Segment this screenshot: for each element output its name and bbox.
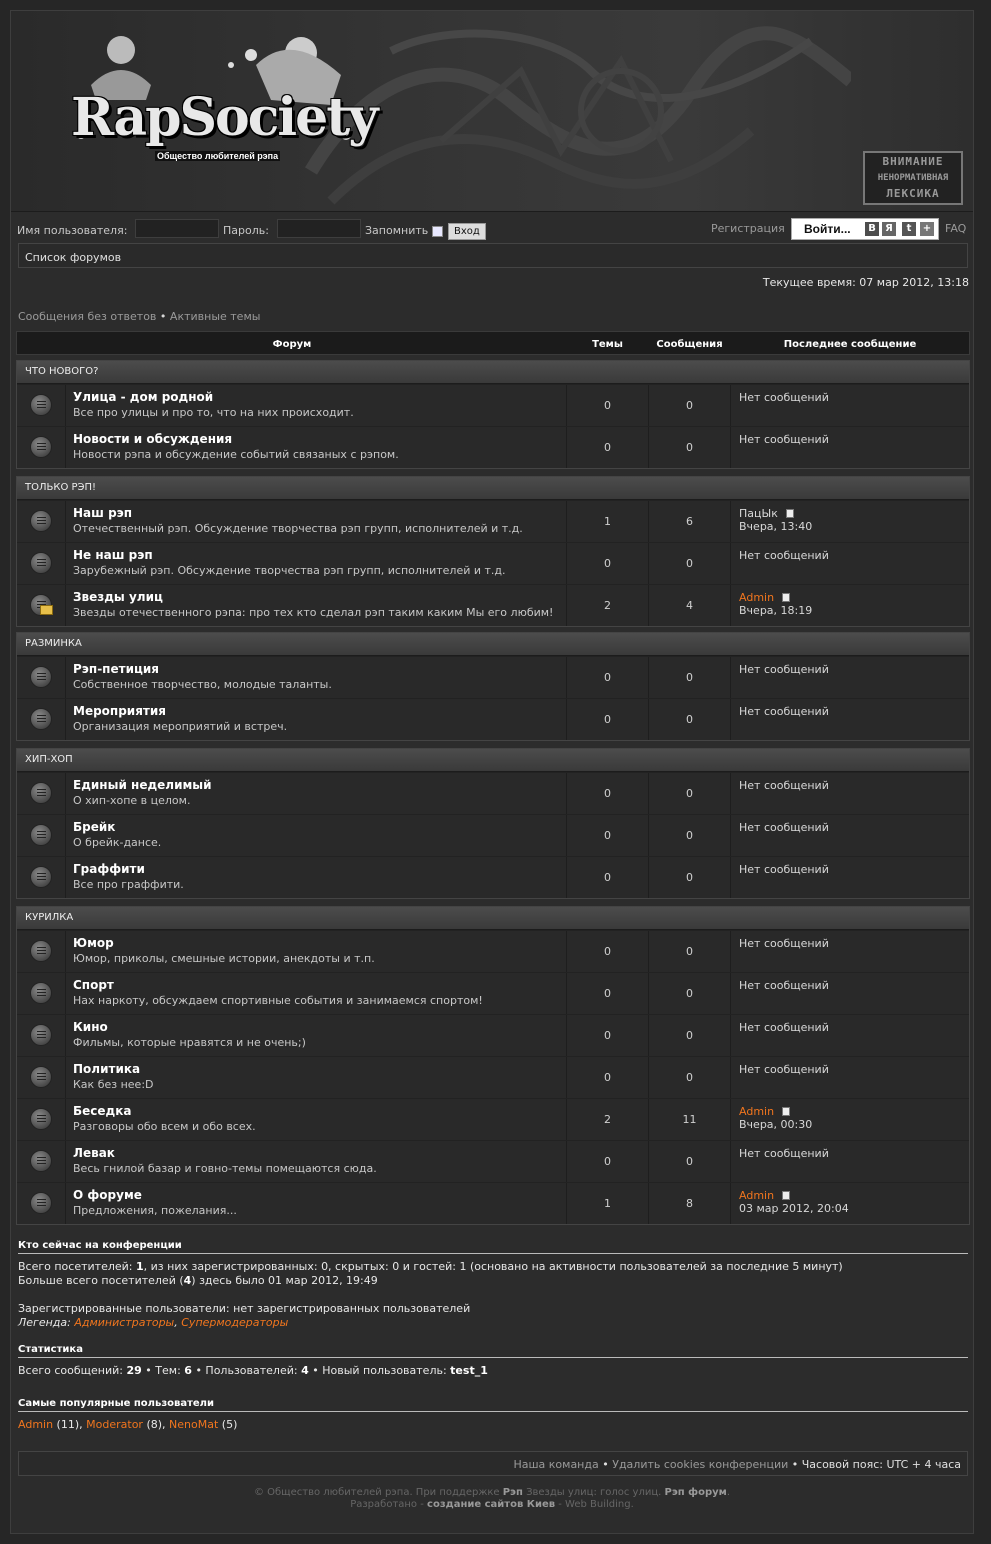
credits-rap-link[interactable]: Рэп: [502, 1487, 523, 1498]
forum-posts-count: 0: [649, 543, 731, 584]
forum-category: [16, 906, 970, 1225]
forum-icon-cell: [17, 543, 66, 584]
forum-title-link[interactable]: Кино: [73, 1020, 108, 1034]
forum-read-icon: [30, 666, 52, 688]
stats-title: Статистика: [18, 1344, 968, 1358]
forum-title-link[interactable]: Рэп-петиция: [73, 662, 159, 676]
last-post-author: Нет сообщений: [739, 663, 829, 676]
forum-posts-count: 8: [649, 1183, 731, 1224]
forum-icon-cell: [17, 385, 66, 426]
header-last-post: Последнее сообщение: [783, 339, 917, 350]
last-post-author: Нет сообщений: [739, 705, 829, 718]
forum-name-cell: [66, 773, 567, 814]
forum-read-icon: [30, 1024, 52, 1046]
forum-posts-count: 11: [649, 1099, 731, 1140]
forum-row: [17, 930, 969, 972]
forum-name-cell: [66, 857, 567, 898]
forum-topics-count: 1: [567, 1183, 649, 1224]
forum-row: [17, 584, 969, 626]
forum-name-cell: [66, 1141, 567, 1182]
online-registered: Зарегистрированные пользователи: нет зарегистрированных пользователей: [18, 1302, 471, 1315]
forum-last-post: [731, 699, 967, 740]
forum-title-link[interactable]: Брейк: [73, 820, 116, 834]
newest-user-link[interactable]: test_1: [450, 1364, 488, 1377]
forum-description: Организация мероприятий и встреч.: [73, 720, 288, 733]
forum-last-post: [731, 1099, 967, 1140]
last-post-author: Нет сообщений: [739, 433, 829, 446]
forum-icon-cell: [17, 699, 66, 740]
forum-read-icon: [30, 940, 52, 962]
forum-description: Все про граффити.: [73, 878, 184, 891]
forum-read-icon: [30, 394, 52, 416]
forum-category: [16, 748, 970, 899]
forum-category: [16, 476, 970, 627]
forum-topics-count: 1: [567, 501, 649, 542]
popular-users-list: Admin (11), Moderator (8), NenoMat (5): [18, 1418, 238, 1431]
forum-read-icon: [30, 594, 52, 616]
forum-name-cell: [66, 1015, 567, 1056]
forum-last-post: [731, 1141, 967, 1182]
forum-topics-count: 0: [567, 385, 649, 426]
password-label: Пароль:: [223, 224, 269, 237]
forum-name-cell: [66, 385, 567, 426]
online-legend: Легенда: Администраторы, Супермодераторы: [18, 1316, 289, 1329]
last-post-author[interactable]: ПацЫк: [739, 507, 778, 520]
forum-row: [17, 542, 969, 584]
forum-name-cell: [66, 1099, 567, 1140]
forum-row: [17, 1098, 969, 1140]
forum-topics-count: 0: [567, 1057, 649, 1098]
forum-title-link[interactable]: Новости и обсуждения: [73, 432, 233, 446]
remember-checkbox[interactable]: [432, 226, 443, 237]
active-topics-link[interactable]: Активные темы: [169, 310, 261, 323]
delete-cookies-link[interactable]: Удалить cookies конференции: [612, 1458, 789, 1471]
forum-topics-count: 0: [567, 973, 649, 1014]
forum-topics-count: 0: [567, 543, 649, 584]
forum-read-icon: [30, 436, 52, 458]
forum-title-link[interactable]: О форуме: [73, 1188, 142, 1202]
category-title[interactable]: КУРИЛКА: [17, 907, 969, 930]
forum-row: [17, 814, 969, 856]
footer-bar: Наша команда • Удалить cookies конференции • Часовой пояс: UTC + 4 часа: [18, 1451, 968, 1476]
username-input[interactable]: [135, 219, 219, 238]
forum-row: [17, 1140, 969, 1182]
forum-icon-cell: [17, 1057, 66, 1098]
forum-title-link[interactable]: Улица - дом родной: [73, 390, 214, 404]
last-post-time: 03 мар 2012, 20:04: [739, 1202, 849, 1215]
forum-description: Новости рэпа и обсуждение событий связаных с рэпом.: [73, 448, 399, 461]
site-logo[interactable]: [51, 25, 377, 175]
forum-description: Собственное творчество, молодые таланты.: [73, 678, 332, 691]
forum-description: Нах наркоту, обсуждаем спортивные события и занимаемся спортом!: [73, 994, 483, 1007]
popular-users-title: Самые популярные пользователи: [18, 1398, 968, 1412]
forum-description: Весь гнилой базар и говно-темы помещаются сюда.: [73, 1162, 377, 1175]
forum-posts-count: 4: [649, 585, 731, 626]
password-input[interactable]: [277, 219, 361, 238]
logo-text: RapSociety: [71, 87, 377, 148]
last-post-author[interactable]: Admin: [739, 1189, 775, 1202]
forum-topics-count: 0: [567, 427, 649, 468]
forum-read-icon: [30, 708, 52, 730]
forum-name-cell: [66, 815, 567, 856]
forum-read-icon: [30, 510, 52, 532]
forum-last-post: [731, 1183, 967, 1224]
warning-line: ЛЕКСИКА: [886, 187, 940, 200]
plus-icon[interactable]: +: [920, 222, 934, 236]
login-bar: [11, 215, 973, 241]
forum-icon-cell: [17, 931, 66, 972]
last-post-time: Вчера, 00:30: [739, 1118, 813, 1131]
forum-row: [17, 656, 969, 698]
forum-icon-cell: [17, 857, 66, 898]
forum-icon-cell: [17, 773, 66, 814]
forum-name-cell: [66, 427, 567, 468]
forum-topics-count: 0: [567, 857, 649, 898]
last-post-author[interactable]: Admin: [739, 1105, 775, 1118]
online-total: Всего посетителей: 1, из них зарегистрированных: 0, скрытых: 0 и гостей: 1 (основано на активности пользователей за последние 5 минут): [18, 1260, 843, 1273]
forum-posts-count: 6: [649, 501, 731, 542]
forum-row: [17, 1014, 969, 1056]
forum-title-link[interactable]: Единый неделимый: [73, 778, 212, 792]
forum-posts-count: 0: [649, 931, 731, 972]
credits-line-2: Разработано - создание сайтов Киев - Web Building.: [350, 1499, 634, 1510]
forum-title-link[interactable]: Беседка: [73, 1104, 132, 1118]
forum-posts-count: 0: [649, 973, 731, 1014]
forum-category: [16, 360, 970, 469]
forum-description: Разговоры обо всем и обо всех.: [73, 1120, 256, 1133]
goto-last-post-icon[interactable]: [782, 593, 790, 602]
forum-name-cell: [66, 1057, 567, 1098]
forum-icon-cell: [17, 815, 66, 856]
forum-row: [17, 856, 969, 898]
last-post-author: Нет сообщений: [739, 1147, 829, 1160]
vk-icon[interactable]: В: [865, 222, 879, 236]
forum-topics-count: 0: [567, 815, 649, 856]
forum-topics-count: 2: [567, 585, 649, 626]
warning-line: ВНИМАНИЕ: [882, 155, 944, 168]
forum-last-post: [731, 815, 967, 856]
forum-icon-cell: [17, 1183, 66, 1224]
forum-name-cell: [66, 699, 567, 740]
forum-icon-cell: [17, 1015, 66, 1056]
stats-line: Всего сообщений: 29 • Тем: 6 • Пользователей: 4 • Новый пользователь: test_1: [18, 1364, 488, 1377]
twitter-icon[interactable]: t: [902, 222, 916, 236]
header-topics: Темы: [592, 339, 623, 350]
forum-row: [17, 972, 969, 1014]
forum-last-post: [731, 585, 967, 626]
login-button[interactable]: Вход: [448, 223, 486, 240]
forum-read-icon: [30, 782, 52, 804]
forum-posts-count: 0: [649, 657, 731, 698]
popular-user-link[interactable]: NenoMat: [169, 1418, 219, 1431]
forum-posts-count: 0: [649, 699, 731, 740]
forum-read-icon: [30, 866, 52, 888]
page-frame: [10, 10, 974, 1534]
forum-topics-count: 0: [567, 773, 649, 814]
forum-title-link[interactable]: Не наш рэп: [73, 548, 153, 562]
credits-line-1: © Общество любителей рэпа. При поддержке Рэп Звезды улиц: голос улиц. Рэп форум.: [253, 1487, 731, 1498]
forum-description: Звезды отечественного рэпа: про тех кто сделал рэп таким каким Мы его любим!: [73, 606, 554, 619]
faq-link[interactable]: FAQ: [945, 222, 967, 235]
header-forum: Форум: [272, 339, 312, 350]
forum-title-link[interactable]: Политика: [73, 1062, 141, 1076]
forum-row: [17, 384, 969, 426]
category-title[interactable]: ХИП-ХОП: [17, 749, 969, 772]
popular-user-link[interactable]: Admin: [18, 1418, 54, 1431]
last-post-author: Нет сообщений: [739, 863, 829, 876]
social-login-widget[interactable]: [791, 218, 939, 240]
forum-last-post: [731, 657, 967, 698]
unanswered-posts-link[interactable]: Сообщения без ответов: [18, 310, 157, 323]
forum-posts-count: 0: [649, 385, 731, 426]
forum-description: О хип-хопе в целом.: [73, 794, 191, 807]
forum-name-cell: [66, 973, 567, 1014]
forum-name-cell: [66, 657, 567, 698]
forum-icon-cell: [17, 657, 66, 698]
warning-line: НЕНОРМАТИВНАЯ: [877, 173, 949, 183]
popular-user-link[interactable]: Moderator: [86, 1418, 143, 1431]
forum-topics-count: 0: [567, 1015, 649, 1056]
last-post-author: Нет сообщений: [739, 1021, 829, 1034]
last-post-time: Вчера, 13:40: [739, 520, 813, 533]
forum-topics-count: 0: [567, 699, 649, 740]
forum-title-link[interactable]: Наш рэп: [73, 506, 133, 520]
last-post-author: Нет сообщений: [739, 979, 829, 992]
goto-last-post-icon[interactable]: [782, 1107, 790, 1116]
forum-icon-cell: [17, 1099, 66, 1140]
forum-description: Отечественный рэп. Обсуждение творчества рэп групп, исполнителей и т.д.: [73, 522, 523, 535]
breadcrumb-forum-index[interactable]: Список форумов: [25, 251, 122, 264]
timezone-text: Часовой пояс: UTC + 4 часа: [801, 1458, 961, 1471]
forum-posts-count: 0: [649, 815, 731, 856]
profanity-warning-badge: [863, 151, 963, 205]
forum-posts-count: 0: [649, 773, 731, 814]
forum-last-post: [731, 543, 967, 584]
forum-name-cell: [66, 931, 567, 972]
forum-read-icon: [30, 824, 52, 846]
last-post-time: Вчера, 18:19: [739, 604, 813, 617]
forum-title-link[interactable]: Мероприятия: [73, 704, 166, 718]
separator: •: [159, 310, 167, 323]
forum-description: Зарубежный рэп. Обсуждение творчества рэп групп, исполнителей и т.д.: [73, 564, 506, 577]
forum-last-post: [731, 501, 967, 542]
forum-last-post: [731, 773, 967, 814]
forum-posts-count: 0: [649, 1057, 731, 1098]
forum-posts-count: 0: [649, 427, 731, 468]
last-post-author: Нет сообщений: [739, 779, 829, 792]
forum-title-link[interactable]: Юмор: [73, 936, 114, 950]
forum-description: Все про улицы и про то, что на них происходит.: [73, 406, 354, 419]
forum-last-post: [731, 857, 967, 898]
forum-row: [17, 500, 969, 542]
forum-topics-count: 0: [567, 657, 649, 698]
last-post-author: Нет сообщений: [739, 937, 829, 950]
forum-topics-count: 0: [567, 1141, 649, 1182]
forum-title-link[interactable]: Левак: [73, 1146, 115, 1160]
forum-description: Как без нее:D: [73, 1078, 154, 1091]
last-post-author: Нет сообщений: [739, 391, 829, 404]
forum-read-icon: [30, 982, 52, 1004]
goto-last-post-icon[interactable]: [786, 509, 794, 518]
forum-row: [17, 772, 969, 814]
goto-last-post-icon[interactable]: [782, 1191, 790, 1200]
forum-posts-count: 0: [649, 1141, 731, 1182]
credits-rap-forum-link[interactable]: Рэп форум: [664, 1487, 727, 1498]
forum-last-post: [731, 931, 967, 972]
forum-topics-count: 0: [567, 931, 649, 972]
forum-icon-cell: [17, 973, 66, 1014]
forum-icon-cell: [17, 585, 66, 626]
forum-category: [16, 632, 970, 741]
current-time: Текущее время: 07 мар 2012, 13:18: [762, 276, 969, 289]
forum-title-link[interactable]: Спорт: [73, 978, 114, 992]
forum-title-link[interactable]: Граффити: [73, 862, 145, 876]
forum-name-cell: [66, 543, 567, 584]
credits-webdev-link[interactable]: создание сайтов Киев: [427, 1499, 556, 1510]
online-title: Кто сейчас на конференции: [18, 1240, 968, 1254]
username-label: Имя пользователя:: [17, 224, 128, 237]
forum-row: [17, 1056, 969, 1098]
forum-description: Фильмы, которые нравятся и не очень;): [73, 1036, 306, 1049]
forum-last-post: [731, 385, 967, 426]
team-link[interactable]: Наша команда: [513, 1458, 599, 1471]
last-post-author: Нет сообщений: [739, 1063, 829, 1076]
forum-read-icon: [30, 1108, 52, 1130]
forum-topics-count: 2: [567, 1099, 649, 1140]
category-title[interactable]: ТОЛЬКО РЭП!: [17, 477, 969, 500]
forum-name-cell: [66, 501, 567, 542]
quick-links: [18, 310, 260, 323]
forum-last-post: [731, 1015, 967, 1056]
forum-row: [17, 426, 969, 468]
legend-supermods-link[interactable]: Супермодераторы: [181, 1316, 289, 1329]
category-title[interactable]: ЧТО НОВОГО?: [17, 361, 969, 384]
header-posts: Сообщения: [656, 339, 723, 350]
forum-read-icon: [30, 1192, 52, 1214]
forum-table-header: [16, 331, 970, 355]
breadcrumb: [18, 243, 968, 268]
legend-admins-link[interactable]: Администраторы: [74, 1316, 175, 1329]
site-header: [11, 11, 973, 212]
forum-name-cell: [66, 1183, 567, 1224]
forum-icon-cell: [17, 427, 66, 468]
forum-posts-count: 0: [649, 857, 731, 898]
forum-description: О брейк-дансе.: [73, 836, 162, 849]
social-login-label: Войти...: [804, 222, 851, 236]
forum-description: Юмор, приколы, смешные истории, анекдоты и т.п.: [73, 952, 375, 965]
forum-row: [17, 698, 969, 740]
yandex-icon[interactable]: Я: [882, 222, 896, 236]
forum-title-link[interactable]: Звезды улиц: [73, 590, 163, 604]
forum-description: Предложения, пожелания...: [73, 1204, 237, 1217]
online-record: Больше всего посетителей (4) здесь было 01 мар 2012, 19:49: [18, 1274, 378, 1287]
forum-last-post: [731, 427, 967, 468]
forum-read-icon: [30, 1066, 52, 1088]
last-post-author: Нет сообщений: [739, 821, 829, 834]
last-post-author[interactable]: Admin: [739, 591, 775, 604]
remember-label: Запомнить: [365, 224, 429, 237]
forum-posts-count: 0: [649, 1015, 731, 1056]
register-link[interactable]: Регистрация: [711, 222, 785, 235]
forum-row: [17, 1182, 969, 1224]
folder-icon: [40, 605, 53, 615]
logo-subtitle: Общество любителей рэпа: [157, 151, 279, 161]
forum-read-icon: [30, 552, 52, 574]
last-post-author: Нет сообщений: [739, 549, 829, 562]
forum-last-post: [731, 973, 967, 1014]
forum-read-icon: [30, 1150, 52, 1172]
forum-name-cell: [66, 585, 567, 626]
forum-last-post: [731, 1057, 967, 1098]
forum-icon-cell: [17, 1141, 66, 1182]
forum-icon-cell: [17, 501, 66, 542]
category-title[interactable]: РАЗМИНКА: [17, 633, 969, 656]
